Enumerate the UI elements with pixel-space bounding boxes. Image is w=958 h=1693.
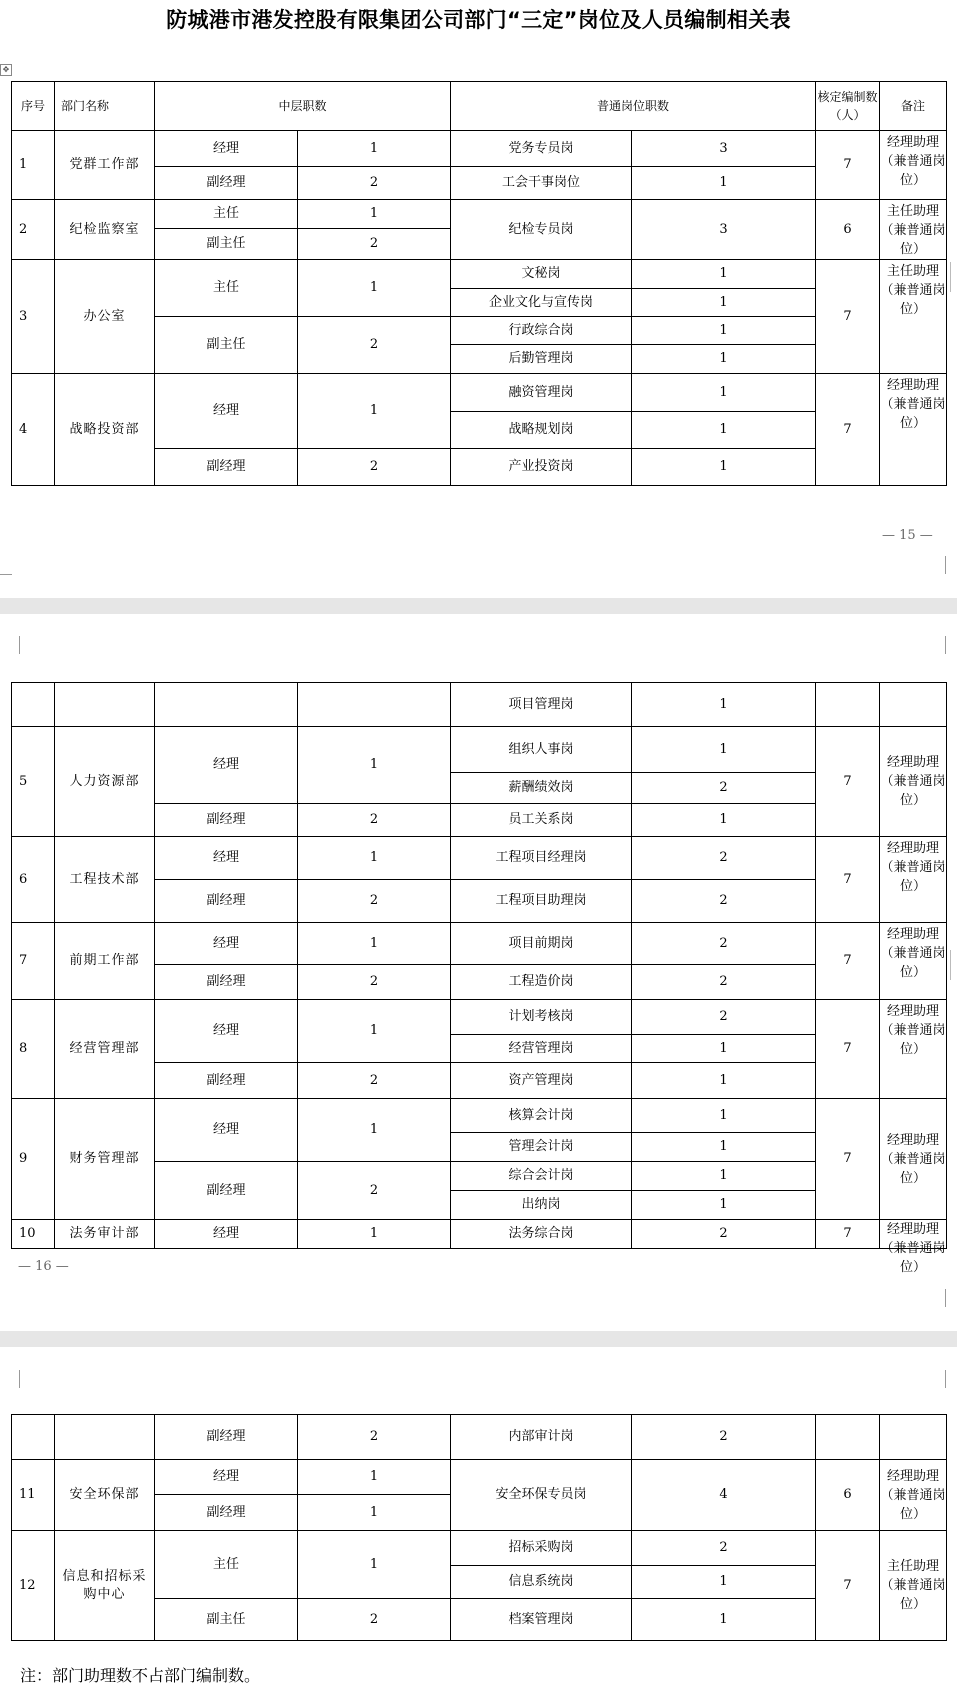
mid-title-cell: 副经理 [155,880,298,923]
mid-title-cell: 主任 [155,200,298,229]
note-cell: 经理助理（兼普通岗位） [880,374,947,486]
scroll-edge-marker [950,262,957,292]
seq-cell: 3 [12,260,55,374]
mid-title-cell: 副经理 [155,1162,298,1220]
mid-title-cell: 副经理 [155,449,298,486]
mid-count-cell: 2 [298,804,451,837]
note-cell: 主任助理（兼普通岗位） [880,200,947,260]
mid-count-cell: 1 [298,1460,451,1495]
header-quota: 核定编制数（人） [816,82,880,131]
post-count-cell: 2 [632,880,816,923]
mid-title-cell: 经理 [155,1220,298,1249]
mid-count-cell: 2 [298,1162,451,1220]
post-name-cell: 企业文化与宣传岗 [451,289,632,317]
post-count-cell: 1 [632,289,816,317]
quota-cell: 7 [816,131,880,200]
post-count-cell: 1 [632,1035,816,1063]
mid-title-cell: 副经理 [155,167,298,200]
post-count-cell: 2 [632,1000,816,1035]
crop-mark [7,1370,20,1388]
quota-cell: 6 [816,1460,880,1531]
quota-cell: 7 [816,1099,880,1220]
post-name-cell: 档案管理岗 [451,1599,632,1641]
post-name-cell: 工程造价岗 [451,965,632,1000]
post-count-cell: 1 [632,449,816,486]
mid-count-cell: 1 [298,200,451,229]
dept-name-cell: 人力资源部 [55,727,155,837]
post-name-cell: 党务专员岗 [451,131,632,167]
mid-title-cell: 经理 [155,727,298,804]
post-count-cell: 1 [632,374,816,412]
mid-count-cell: 1 [298,1531,451,1599]
note-cell-text: 经理助理（兼普通岗位） [880,1222,946,1275]
post-name-cell: 工程项目助理岗 [451,880,632,923]
post-count-cell: 1 [632,1566,816,1599]
post-count-cell: 2 [632,923,816,965]
mid-title-cell: 副主任 [155,317,298,374]
mid-count-cell: 2 [298,167,451,200]
mid-count-cell: 1 [298,837,451,880]
seq-cell: 6 [12,837,55,923]
crop-mark [945,1370,958,1388]
mid-title-cell: 经理 [155,374,298,449]
quota-cell: 7 [816,1220,880,1249]
table-row [12,1220,947,1249]
post-count-cell: 2 [632,1415,816,1460]
dept-name-cell: 前期工作部 [55,923,155,1000]
post-name-cell: 信息系统岗 [451,1566,632,1599]
staffing-table-page-17 [11,1414,947,1641]
post-count-cell: 1 [632,1599,816,1641]
table-anchor-icon[interactable]: ✥ [0,64,12,76]
quota-cell: 7 [816,727,880,837]
post-name-cell: 产业投资岗 [451,449,632,486]
mid-count-cell: 2 [298,880,451,923]
table-row [12,683,947,727]
post-count-cell: 1 [632,345,816,374]
mid-count-cell: 1 [298,923,451,965]
post-name-cell: 组织人事岗 [451,727,632,773]
table-row [12,1460,947,1495]
staffing-table-page-16 [11,682,947,1275]
table-row [12,1099,947,1133]
quota-cell: 7 [816,1531,880,1641]
table-row [12,1415,947,1460]
mid-count-cell: 1 [298,131,451,167]
post-count-cell: 1 [632,727,816,773]
dept-name-cell: 安全环保部 [55,1460,155,1531]
crop-mark [7,636,20,654]
mid-title-cell: 经理 [155,1000,298,1063]
mid-count-cell: 2 [298,1599,451,1641]
dept-name-cell: 党群工作部 [55,131,155,200]
post-name-cell: 项目前期岗 [451,923,632,965]
note-cell: 经理助理（兼普通岗位） [880,1000,947,1099]
page-title: 防城港市港发控股有限集团公司部门“三定”岗位及人员编制相关表 [166,8,791,32]
mid-count-cell: 2 [298,317,451,374]
table-header-row [12,82,947,131]
post-name-cell: 经营管理岗 [451,1035,632,1063]
table-row [12,1531,947,1566]
page-number-15: — 15 — [882,528,933,543]
post-name-cell: 计划考核岗 [451,1000,632,1035]
page-gap [0,1331,957,1347]
post-count-cell: 2 [632,773,816,804]
post-name-cell: 行政综合岗 [451,317,632,345]
post-name-cell: 融资管理岗 [451,374,632,412]
post-count-cell: 1 [632,683,816,727]
mid-count-cell: 1 [298,260,451,317]
mid-count-cell: 2 [298,965,451,1000]
table-row [12,837,947,880]
mid-count-cell: 2 [298,449,451,486]
quota-cell: 7 [816,837,880,923]
quota-cell: 6 [816,200,880,260]
dept-name-cell: 纪检监察室 [55,200,155,260]
seq-cell: 7 [12,923,55,1000]
post-name-cell: 内部审计岗 [451,1415,632,1460]
post-name-cell: 安全环保专员岗 [451,1460,632,1531]
dept-name-cell: 经营管理部 [55,1000,155,1099]
dept-name-cell: 法务审计部 [55,1220,155,1249]
staffing-table-page-15 [11,81,947,486]
post-name-cell: 综合会计岗 [451,1162,632,1191]
crop-mark [945,556,958,574]
post-count-cell: 1 [632,1191,816,1220]
page-gap [0,598,957,614]
note-cell: 经理助理（兼普通岗位） [880,131,947,200]
post-count-cell: 1 [632,260,816,289]
crop-mark [945,636,958,654]
note-cell: 经理助理（兼普通岗位） [880,727,947,837]
mid-title-cell: 经理 [155,923,298,965]
post-name-cell: 项目管理岗 [451,683,632,727]
post-count-cell: 2 [632,1531,816,1566]
header-mid: 中层职数 [155,82,451,131]
note-cell: 经理助理（兼普通岗位） [880,837,947,923]
dept-name-cell: 战略投资部 [55,374,155,486]
dept-name-cell: 办公室 [55,260,155,374]
post-count-cell: 4 [632,1460,816,1531]
mid-count-cell: 1 [298,1495,451,1531]
post-name-cell: 核算会计岗 [451,1099,632,1133]
quota-cell: 7 [816,374,880,486]
post-name-cell: 战略规划岗 [451,412,632,449]
post-name-cell: 管理会计岗 [451,1133,632,1162]
seq-cell: 9 [12,1099,55,1220]
note-cell: 主任助理（兼普通岗位） [880,260,947,374]
seq-cell: 8 [12,1000,55,1099]
seq-cell: 11 [12,1460,55,1531]
post-name-cell: 工程项目经理岗 [451,837,632,880]
mid-title-cell: 副经理 [155,1415,298,1460]
mid-count-cell: 1 [298,1099,451,1162]
post-name-cell: 员工关系岗 [451,804,632,837]
mid-title-cell: 副经理 [155,1063,298,1099]
post-count-cell: 1 [632,167,816,200]
note-cell: 经理助理（兼普通岗位） [880,1460,947,1531]
dept-name-cell: 工程技术部 [55,837,155,923]
mid-count-cell: 2 [298,1415,451,1460]
mid-title-cell: 经理 [155,1099,298,1162]
post-count-cell: 1 [632,1133,816,1162]
post-count-cell: 1 [632,412,816,449]
table-row [12,260,947,289]
mid-count-cell: 1 [298,374,451,449]
seq-cell: 5 [12,727,55,837]
table-row [12,200,947,229]
post-count-cell: 1 [632,1063,816,1099]
seq-cell: 4 [12,374,55,486]
seq-cell: 10 [12,1220,55,1249]
mid-title-cell: 经理 [155,837,298,880]
post-count-cell: 2 [632,1220,816,1249]
post-name-cell: 文秘岗 [451,260,632,289]
seq-cell: 12 [12,1531,55,1641]
post-count-cell: 1 [632,1162,816,1191]
note-cell-partial [880,1220,947,1275]
post-count-cell: 3 [632,131,816,167]
mid-count-cell: 1 [298,727,451,804]
seq-cell: 2 [12,200,55,260]
post-count-cell: 3 [632,200,816,260]
post-count-cell: 1 [632,317,816,345]
post-name-cell: 后勤管理岗 [451,345,632,374]
post-name-cell: 出纳岗 [451,1191,632,1220]
quota-cell: 7 [816,1000,880,1099]
header-dept: 部门名称 [55,82,155,131]
crop-mark [0,556,12,575]
mid-count-cell: 2 [298,228,451,259]
table-row [12,374,947,412]
table-row [12,923,947,965]
post-count-cell: 2 [632,837,816,880]
mid-title-cell: 经理 [155,131,298,167]
post-count-cell: 1 [632,804,816,837]
seq-cell: 1 [12,131,55,200]
note-cell: 经理助理（兼普通岗位） [880,1099,947,1220]
header-general: 普通岗位职数 [451,82,816,131]
table-row [12,727,947,773]
post-count-cell: 2 [632,965,816,1000]
mid-title-cell: 主任 [155,1531,298,1599]
mid-title-cell: 经理 [155,1460,298,1495]
table-row [12,131,947,167]
mid-title-cell: 主任 [155,260,298,317]
mid-title-cell: 副经理 [155,965,298,1000]
quota-cell: 7 [816,260,880,374]
post-name-cell: 工会干事岗位 [451,167,632,200]
post-name-cell: 资产管理岗 [451,1063,632,1099]
crop-mark [945,1289,958,1307]
header-note: 备注 [880,82,947,131]
footnote: 注：部门助理数不占部门编制数。 [20,1666,261,1685]
mid-title-cell: 副主任 [155,1599,298,1641]
post-name-cell: 薪酬绩效岗 [451,773,632,804]
post-name-cell: 法务综合岗 [451,1220,632,1249]
mid-title-cell: 副经理 [155,804,298,837]
table-row [12,1000,947,1035]
dept-name-cell: 财务管理部 [55,1099,155,1220]
header-seq: 序号 [12,82,55,131]
post-name-cell: 纪检专员岗 [451,200,632,260]
post-count-cell: 1 [632,1099,816,1133]
page-number-16: — 16 — [18,1259,69,1274]
mid-title-cell: 副主任 [155,228,298,259]
scroll-edge-marker [950,950,957,980]
mid-count-cell: 2 [298,1063,451,1099]
mid-count-cell: 1 [298,1000,451,1063]
mid-title-cell: 副经理 [155,1495,298,1531]
note-cell: 主任助理（兼普通岗位） [880,1531,947,1641]
mid-count-cell: 1 [298,1220,451,1249]
dept-name-cell: 信息和招标采购中心 [55,1531,155,1641]
post-name-cell: 招标采购岗 [451,1531,632,1566]
note-cell: 经理助理（兼普通岗位） [880,923,947,1000]
quota-cell: 7 [816,923,880,1000]
